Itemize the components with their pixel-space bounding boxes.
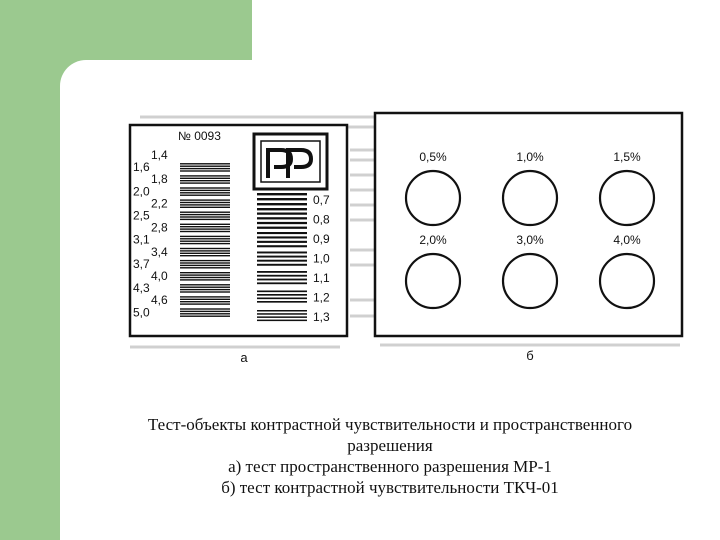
contrast-circle — [503, 171, 557, 225]
caption-line-3: а) тест пространственного разрешения МР-1 — [228, 457, 552, 476]
figure-a-letter: а — [240, 350, 248, 365]
left-resolution-label: 3,4 — [151, 244, 168, 259]
left-resolution-label: 3,1 — [133, 232, 150, 247]
logo-icon — [254, 134, 327, 189]
right-resolution-label: 0,8 — [313, 212, 330, 227]
left-resolution-label: 1,6 — [133, 160, 150, 175]
right-resolution-label: 0,9 — [313, 232, 330, 246]
left-resolution-label: 1,8 — [151, 172, 168, 187]
slide-caption — [70, 414, 710, 498]
caption-line-1: Тест-объекты контрастной чувствительности и пространственного — [147, 415, 633, 434]
contrast-circle — [503, 254, 557, 308]
left-resolution-label: 2,0 — [133, 184, 150, 199]
contrast-circle — [600, 254, 654, 308]
contrast-circle — [406, 171, 460, 225]
right-resolution-labels — [313, 193, 330, 324]
contrast-label: 1,5% — [613, 150, 641, 164]
serial-number: № 0093 — [178, 129, 221, 143]
contrast-label: 3,0% — [516, 233, 544, 247]
left-resolution-label: 5,0 — [133, 305, 150, 320]
contrast-circle — [406, 254, 460, 308]
left-resolution-labels — [133, 148, 168, 319]
contrast-label: 1,0% — [516, 150, 544, 164]
left-resolution-label: 1,4 — [151, 148, 168, 162]
left-resolution-label: 4,0 — [151, 269, 168, 283]
caption-line-4: б) тест контрастной чувствительности ТКЧ-01 — [221, 478, 559, 497]
left-resolution-label: 4,6 — [151, 293, 168, 308]
right-resolution-label: 1,3 — [313, 310, 330, 324]
left-resolution-label: 3,7 — [133, 256, 150, 271]
contrast-circle — [600, 171, 654, 225]
left-resolution-label: 2,8 — [151, 220, 168, 235]
figure-b-letter: б — [526, 348, 534, 363]
caption-line-2: разрешения — [347, 436, 433, 455]
right-resolution-label: 0,7 — [313, 193, 330, 207]
right-resolution-label: 1,0 — [313, 251, 330, 266]
right-resolution-label: 1,2 — [313, 290, 330, 305]
left-resolution-label: 2,2 — [151, 196, 168, 211]
contrast-label: 0,5% — [419, 150, 447, 164]
left-resolution-label: 2,5 — [133, 208, 150, 223]
contrast-label: 2,0% — [419, 233, 447, 247]
right-resolution-label: 1,1 — [313, 271, 330, 285]
left-resolution-label: 4,3 — [133, 281, 150, 296]
contrast-label: 4,0% — [613, 233, 641, 247]
